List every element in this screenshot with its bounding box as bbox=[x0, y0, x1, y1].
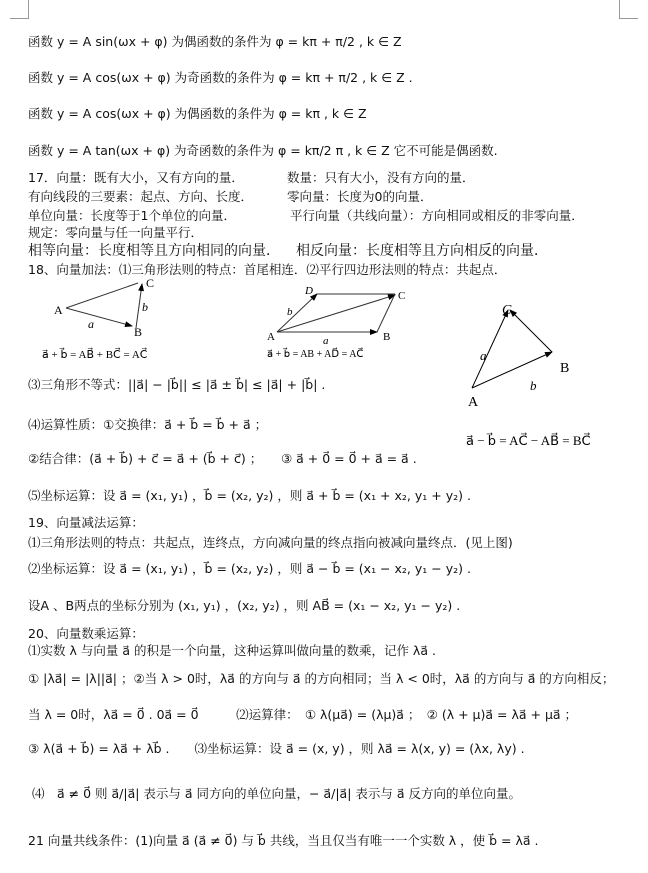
def-scalar: 数量：只有大小，没有方向的量． bbox=[287, 170, 475, 185]
def-opposite-vector: 相反向量：长度相等且方向相反的向量． bbox=[296, 243, 548, 259]
vector-a-label: a⃗ bbox=[88, 317, 104, 331]
margin-corner-mark bbox=[619, 0, 638, 19]
subtraction-coordinates: ⑵坐标运算：设 a⃗ = (x₁, y₁) ，b⃗ = (x₂, y₂) ，则 a⃗ − b⃗ = (x₁ − x₂, y₁ − y₂) . bbox=[28, 561, 471, 576]
vector-b-label: b⃗ bbox=[287, 306, 302, 318]
vector-bc bbox=[510, 310, 552, 352]
def-directed-segment: 有向线段的三要素：起点、方向、长度． bbox=[28, 189, 254, 204]
subtraction-figure bbox=[460, 300, 610, 450]
point-c-label: C bbox=[146, 278, 155, 290]
associative-law: ②结合律：(a⃗ + b⃗) + c⃗ = a⃗ + (b⃗ + c⃗) ； ③ a⃗ + 0⃗ = 0⃗ + a⃗ = a⃗ . bbox=[28, 451, 417, 466]
def-unit-vector: 单位向量：长度等于1个单位的向量． bbox=[28, 208, 236, 223]
def-equal-vector: 相等向量：长度相等且方向相同的向量． bbox=[28, 243, 280, 259]
vector-ac bbox=[66, 283, 138, 308]
subtraction-caption: a⃗ − b⃗ = AC⃗ − AB⃗ = BC⃗ bbox=[466, 433, 591, 448]
line-tan-odd: 函数 y = A tan(ωx + φ) 为奇函数的条件为 φ = kπ/2 π , k ∈ Z 它不可能是偶函数. bbox=[28, 143, 498, 158]
section-19-heading: 19、向量减法运算： bbox=[28, 515, 144, 530]
ab-coordinates: 设A 、B两点的坐标分别为 (x₁, y₁) ，(x₂, y₂) ，则 AB⃗ = (x₁ − x₂, y₁ − y₂) . bbox=[28, 598, 461, 613]
vector-a-label: a⃗ bbox=[480, 348, 497, 363]
unit-vector-formula: ⑷ a⃗ ≠ 0⃗ 则 a⃗/|a⃗| 表示与 a⃗ 同方向的单位向量，− a⃗/|a⃗| 表示与 a⃗ 反方向的单位向量。 bbox=[32, 786, 521, 801]
parallelogram-rule-figure bbox=[265, 282, 425, 362]
scalar-multiplication-laws: 当 λ = 0时，λa⃗ = 0⃗ . 0a⃗ = 0⃗ ⑵运算律： ① λ(μa⃗) = (λμ)a⃗ ； ② (λ + μ)a⃗ = λa⃗ + μa⃗ ； bbox=[28, 707, 578, 722]
def-parallel-vector: 平行向量（共线向量）：方向相同或相反的非零向量． bbox=[290, 208, 584, 223]
commutative-law: ⑷运算性质：①交换律：a⃗ + b⃗ = b⃗ + a⃗ ； bbox=[28, 417, 268, 432]
section-20-heading: 20、向量数乘运算： bbox=[28, 626, 144, 641]
triangle-rule-figure bbox=[40, 278, 200, 363]
point-a-label: A bbox=[468, 395, 479, 410]
vector-b-label: b⃗ bbox=[142, 300, 158, 314]
scalar-multiplication-direction: ① |λa⃗| = |λ||a⃗| ；②当 λ > 0时，λa⃗ 的方向与 a⃗ 的方向相同；当 λ < 0时，λa⃗ 的方向与 a⃗ 的方向相反； bbox=[28, 671, 615, 686]
vector-b-label: b⃗ bbox=[530, 378, 547, 393]
triangle-caption: a⃗ + b⃗ = AB⃗ + BC⃗ = AC⃗ bbox=[42, 349, 148, 361]
subtraction-triangle-rule: ⑴三角形法则的特点：共起点，连终点，方向减向量的终点指向被减向量终点．(见上图) bbox=[28, 535, 513, 550]
scalar-multiplication-def: ⑴实数 λ 与向量 a⃗ 的积是一个向量，这种运算叫做向量的数乘，记作 λa⃗ . bbox=[28, 643, 436, 658]
scalar-coordinates: ③ λ(a⃗ + b⃗) = λa⃗ + λb⃗ . ⑶坐标运算：设 a⃗ = (x, y) ，则 λa⃗ = λ(x, y) = (λx, λy) . bbox=[28, 741, 525, 756]
point-b-label: B bbox=[560, 361, 570, 376]
point-d-label: D bbox=[305, 285, 313, 297]
line-cos-even: 函数 y = A cos(ωx + φ) 为偶函数的条件为 φ = kπ , k ∈ Z bbox=[28, 106, 367, 121]
section-18-heading: 18、向量加法：⑴三角形法则的特点：首尾相连．⑵平行四边形法则的特点：共起点． bbox=[28, 262, 507, 277]
def-vector: 17．向量：既有大小，又有方向的量． bbox=[28, 170, 244, 185]
point-b-label: B bbox=[134, 325, 143, 339]
collinear-condition: 21 向量共线条件：(1)向量 a⃗ (a⃗ ≠ 0⃗) 与 b⃗ 共线，当且仅当有唯一一个实数 λ ，使 b⃗ = λa⃗ . bbox=[28, 833, 539, 848]
def-rule: 规定：零向量与任一向量平行． bbox=[28, 225, 204, 240]
parallelogram-caption: a⃗ + b⃗ = AB + AD⃗ = AC⃗ bbox=[267, 349, 364, 360]
point-b-label: B bbox=[383, 331, 391, 343]
point-c-label: C bbox=[502, 303, 512, 318]
addition-coordinates: ⑸坐标运算：设 a⃗ = (x₁, y₁) ，b⃗ = (x₂, y₂) ，则 a⃗ + b⃗ = (x₁ + x₂, y₁ + y₂) . bbox=[28, 488, 471, 503]
point-a-label: A bbox=[267, 331, 275, 343]
point-a-label: A bbox=[54, 303, 63, 317]
triangle-inequality: ⑶三角形不等式：||a⃗| − |b⃗|| ≤ |a⃗ ± b⃗| ≤ |a⃗| + |b⃗| . bbox=[28, 377, 326, 392]
line-cos-odd: 函数 y = A cos(ωx + φ) 为奇函数的条件为 φ = kπ + π/2 , k ∈ Z . bbox=[28, 70, 413, 85]
def-zero-vector: 零向量：长度为0的向量． bbox=[287, 189, 433, 204]
point-c-label: C bbox=[398, 290, 406, 302]
line-sin-even: 函数 y = A sin(ωx + φ) 为偶函数的条件为 φ = kπ + π/2 , k ∈ Z bbox=[28, 34, 402, 49]
margin-corner-mark bbox=[10, 0, 29, 19]
vector-a-label: a⃗ bbox=[323, 335, 338, 347]
